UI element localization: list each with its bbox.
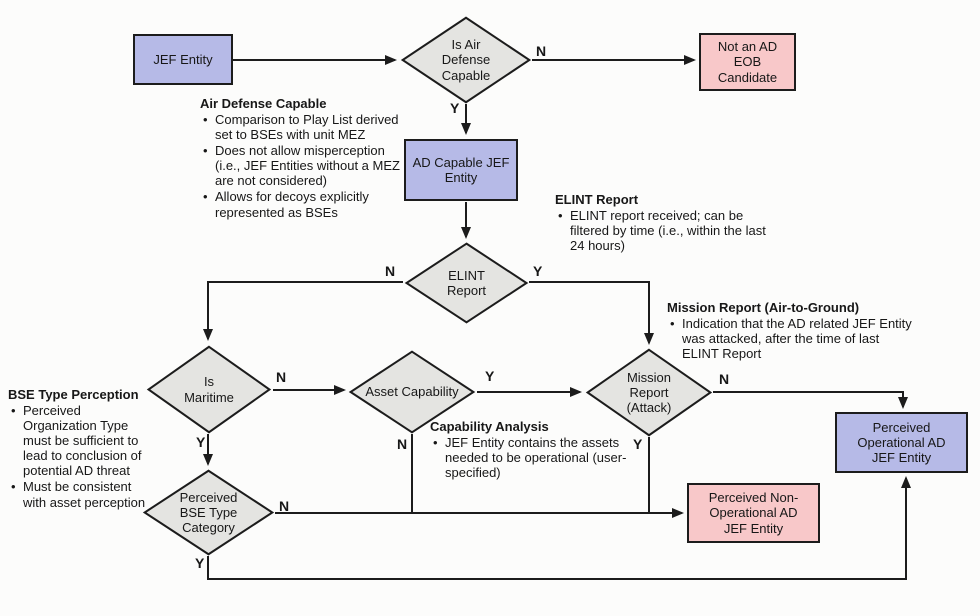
annotation-elint-report xyxy=(555,192,770,254)
annotation-bse-type-perception xyxy=(8,387,153,511)
annotation-bullet: • ELINT report received; can be filtered by time (i.e., within the last 24 hours) xyxy=(555,208,770,253)
annotation-capability-analysis xyxy=(430,419,648,481)
annotation-bullet: • Perceived Organization Type must be sufficient to lead to conclusion of potential AD threat xyxy=(8,403,153,478)
node-label: AD Capable JEF Entity xyxy=(412,154,510,185)
node-label: Perceived Operational AD JEF Entity xyxy=(857,419,946,466)
node-label: Is Air Defense Capable xyxy=(441,37,491,83)
annotation-title: BSE Type Perception xyxy=(8,387,139,402)
edge-elint-no xyxy=(208,282,403,339)
edge-label-adc-yes: Y xyxy=(450,100,460,116)
node-label: Asset Capability xyxy=(365,384,459,400)
node-ad-capable-jef-entity xyxy=(404,139,518,201)
edge-label-maritime-no: N xyxy=(276,369,287,385)
node-label: Perceived BSE Type Category xyxy=(179,489,238,536)
node-label: Not an AD EOB Candidate xyxy=(717,39,778,85)
edge-label-asset-yes: Y xyxy=(485,368,495,384)
annotation-air-defense-capable xyxy=(200,96,412,221)
edge-elint-yes xyxy=(529,282,649,343)
annotation-bullet: • Must be consistent with asset perception xyxy=(8,479,153,509)
node-label: Perceived Non-Operational AD JEF Entity xyxy=(708,490,799,536)
node-perceived-operational-ad-jef-entity xyxy=(835,412,968,473)
edge-label-elint-no: N xyxy=(385,263,396,279)
annotation-title: Air Defense Capable xyxy=(200,96,327,111)
annotation-bullet: • Allows for decoys explicitly represented as BSEs xyxy=(200,189,412,219)
edge-label-mission-no: N xyxy=(719,371,730,387)
edge-mission-no xyxy=(713,392,903,407)
edge-label-asset-no: N xyxy=(397,436,408,452)
node-jef-entity xyxy=(133,34,233,85)
annotation-bullet: • Does not allow misperception (i.e., JEF Entities without a MEZ are not considered) xyxy=(200,143,412,188)
edge-label-elint-yes: Y xyxy=(533,263,543,279)
edge-label-maritime-yes: Y xyxy=(196,434,206,450)
edge-label-bse-yes: Y xyxy=(195,555,205,571)
node-label: Is Maritime xyxy=(184,374,234,405)
node-is-maritime xyxy=(146,345,272,434)
node-perceived-non-operational-ad-jef-entity xyxy=(687,483,820,543)
node-not-an-ad-eob-candidate xyxy=(699,33,796,91)
annotation-bullet-list xyxy=(8,403,153,510)
node-elint-report xyxy=(404,242,529,324)
annotation-title: Mission Report (Air-to-Ground) xyxy=(667,300,860,315)
edge-label-mission-yes: Y xyxy=(633,436,643,452)
node-is-air-defense-capable xyxy=(400,16,532,104)
node-perceived-bse-type-category xyxy=(142,469,275,556)
annotation-mission-report xyxy=(667,300,919,362)
node-label: Mission Report (Attack) xyxy=(626,369,672,416)
node-label: ELINT Report xyxy=(446,267,487,298)
annotation-bullet-list xyxy=(555,208,770,253)
annotation-title: ELINT Report xyxy=(555,192,639,207)
annotation-bullet: • JEF Entity contains the assets needed to be operational (user-specified) xyxy=(430,435,648,480)
node-label: JEF Entity xyxy=(153,51,213,67)
annotation-title: Capability Analysis xyxy=(430,419,549,434)
annotation-bullet: • Indication that the AD related JEF Entity was attacked, after the time of last ELINT Report xyxy=(667,316,919,361)
annotation-bullet-list xyxy=(667,316,919,361)
annotation-bullet-list xyxy=(430,435,648,480)
annotation-bullet: • Comparison to Play List derived set to BSEs with unit MEZ xyxy=(200,112,412,142)
annotation-bullet-list xyxy=(200,112,412,220)
edge-label-bse-no: N xyxy=(279,498,290,514)
edge-label-adc-no: N xyxy=(536,43,547,59)
